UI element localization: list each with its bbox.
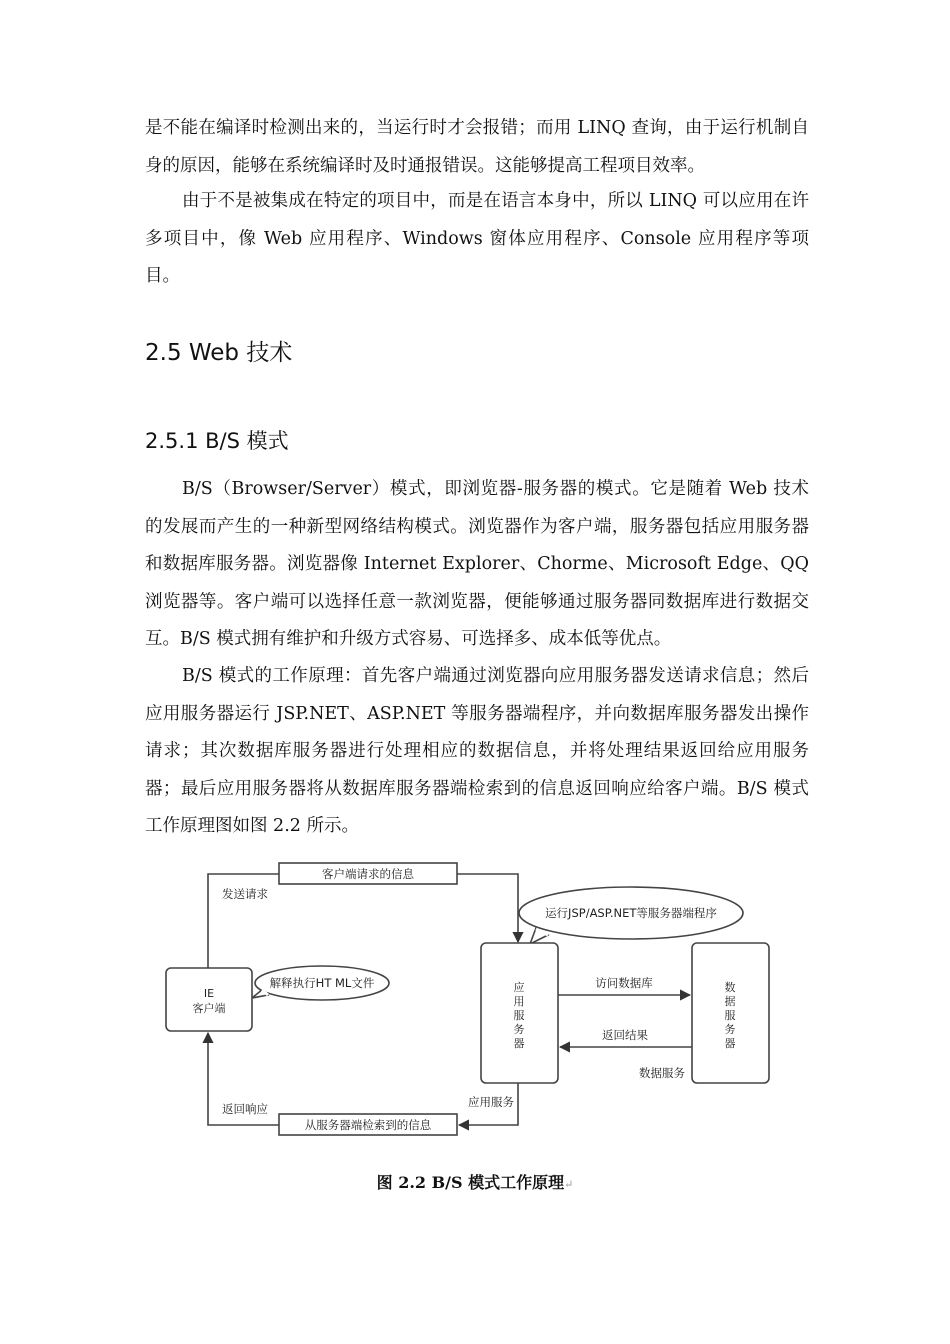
- app-server-char: 务: [513, 1023, 525, 1036]
- section-heading-web: 2.5 Web 技术: [145, 340, 293, 366]
- paragraph-linq-errors: 是不能在编译时检测出来的，当运行时才会报错；而用 LINQ 查询，由于运行机制自身的原因，能够在系统编译时及时通报错误。这能够提高工程项目效率。: [145, 118, 809, 176]
- ie-client-label-2: 客户端: [192, 1002, 226, 1015]
- data-service-label: 数据服务: [639, 1066, 685, 1080]
- db-server-char: 数: [724, 981, 736, 994]
- paragraph-bs-intro: B/S（Browser/Server）模式，即浏览器-服务器的模式。它是随着 Web 技术的发展而产生的一种新型网络结构模式。浏览器作为客户端，服务器包括应用服务器和数据库服务器。浏览器像 Internet Explorer、Chorme、Microsoft Edge、QQ 浏览器等。客户端可以选择任意一款浏览器，便能够通过服务器同数据库进行数据交互。B/S 模式拥有维护和升级方式容易、可选择多、成本低等优点。: [145, 479, 809, 649]
- bottom-retrieved-text: 从服务器端检索到的信息: [304, 1118, 432, 1132]
- paragraph-linq-usage: 由于不是被集成在特定的项目中，而是在语言本身中，所以 LINQ 可以应用在许多项目中，像 Web 应用程序、Windows 窗体应用程序、Console 应用程序等项目。: [145, 191, 809, 286]
- parse-html-text: 解释执行HT ML文件: [269, 976, 375, 990]
- paragraph-bs-principle: B/S 模式的工作原理：首先客户端通过浏览器向应用服务器发送请求信息；然后应用服务器运行 JSP.NET、ASP.NET 等服务器端程序，并向数据库服务器发出操作请求；其次数据库服务器进行处理相应的数据信息，并将处理结果返回给应用服务器；最后应用服务器将从数据库服务器端检索到的信息返回响应给客户端。B/S 模式工作原理图如图 2.2 所示。: [145, 666, 809, 836]
- bs-architecture-diagram: [0, 848, 950, 1148]
- app-server-char: 应: [513, 981, 525, 994]
- subsection-heading-bs: 2.5.1 B/S 模式: [145, 429, 289, 453]
- db-server-char: 服: [724, 1009, 736, 1022]
- return-result-label: 返回结果: [602, 1028, 648, 1042]
- app-service-label: 应用服务: [468, 1095, 514, 1109]
- request-to-app-arrow: [457, 874, 518, 942]
- ie-client-label-1: IE: [203, 987, 215, 1000]
- run-program-text: 运行JSP/ASP.NET等服务器端程序: [545, 906, 717, 920]
- visit-db-label: 访问数据库: [595, 976, 653, 990]
- send-request-label: 发送请求: [222, 887, 268, 901]
- db-server-char: 据: [724, 995, 736, 1008]
- top-request-text: 客户端请求的信息: [322, 867, 414, 881]
- app-server-char: 服: [513, 1009, 525, 1022]
- db-server-char: 器: [724, 1037, 736, 1050]
- return-response-label: 返回响应: [222, 1102, 268, 1116]
- app-server-char: 器: [513, 1037, 525, 1050]
- figure-caption-text: 图 2.2 B/S 模式工作原理: [376, 1173, 565, 1192]
- paragraph-mark: ↵: [564, 1178, 574, 1191]
- db-server-char: 务: [724, 1023, 736, 1036]
- app-server-char: 用: [513, 995, 525, 1008]
- figure-caption: [0, 1170, 950, 1193]
